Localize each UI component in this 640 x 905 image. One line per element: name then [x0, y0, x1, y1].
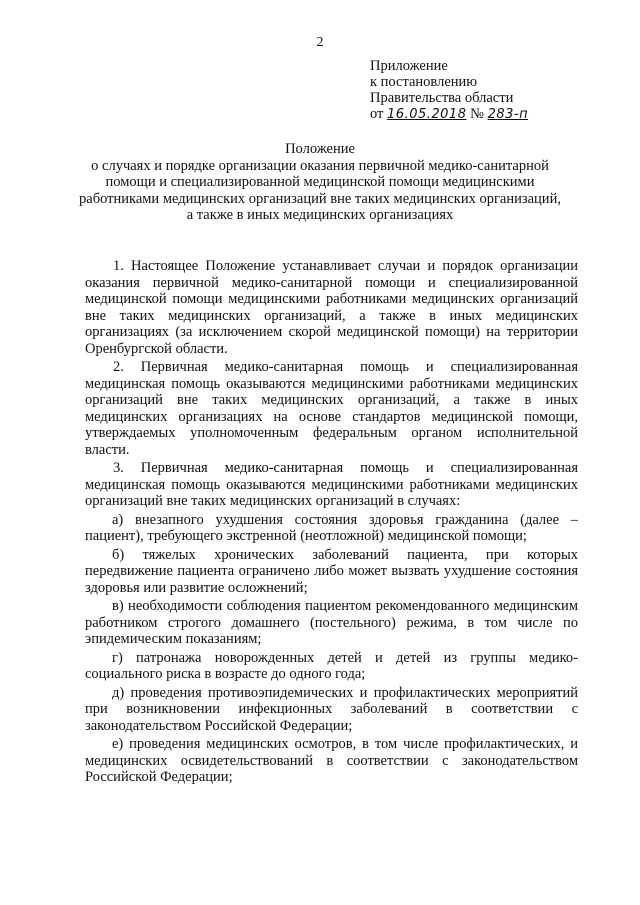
case-item-c: в) необходимости соблюдения пациентом рекомендованного медицинским работником строгого домашнего (постельного) режима, в том числе по эпидемическим показаниям; [85, 598, 578, 647]
case-item-e: д) проведения противоэпидемических и профилактических мероприятий при возникновении инфекционных заболеваний в соответствии с законодательством Российской Федерации; [85, 684, 578, 734]
handwritten-date: 16.05.2018 [387, 107, 467, 122]
appendix-block [370, 58, 620, 123]
case-item-a: а) внезапного ухудшения состояния здоровья гражданина (далее – пациент), требующего экстренной (неотложной) медицинской помощи; [85, 511, 578, 544]
handwritten-number: 283-п [487, 107, 529, 122]
date-prefix: от [370, 106, 384, 122]
appendix-date-line [370, 106, 620, 123]
case-item-b: б) тяжелых хронических заболеваний пациента, при которых передвижение пациента ограничено либо может вызвать ухудшение состояния здоровья или развитие осложнений; [85, 546, 578, 596]
title-line: о случаях и порядке организации оказания первичной медико-санитарной [91, 157, 549, 174]
paragraph-1: 1. Настоящее Положение устанавливает случаи и порядок организации оказания первичной медико-санитарной помощи и специализированной медицинской помощи медицинскими работниками медицинских организаций вне таких медицинских организаций, а также в иных медицинских организациях (за исключением скорой медицинской помощи) на территории Оренбургской области. [85, 258, 578, 357]
document-title [60, 141, 580, 224]
number-prefix: № [470, 106, 484, 122]
paragraph-2: 2. Первичная медико-санитарная помощь и специализированная медицинская помощь оказываются медицинскими работниками медицинских организаций вне таких медицинских организаций, а также в иных медицинских организациях на основе стандартов медицинской помощи, утверждаемых уполномоченным федеральным органом исполнительной власти. [85, 359, 578, 458]
title-line: помощи и специализированной медицинской помощи медицинскими [105, 174, 535, 190]
appendix-line: Приложение [370, 58, 448, 74]
title-heading: Положение [285, 141, 355, 157]
appendix-line: к постановлению [370, 74, 478, 90]
document-body [85, 258, 578, 788]
case-item-d: г) патронажа новорожденных детей и детей из группы медико-социального риска в возрасте до одного года; [85, 649, 578, 682]
title-line: работниками медицинских организаций вне таких медицинских организаций, [79, 190, 561, 207]
appendix-line: Правительства области [370, 90, 514, 106]
case-item-f: е) проведения медицинских осмотров, в том числе профилактических, и медицинских освидетельствований в соответствии с законодательством Российской Федерации; [85, 736, 578, 785]
paragraph-3: 3. Первичная медико-санитарная помощь и специализированная медицинская помощь оказываются медицинскими работниками медицинских организаций вне таких медицинских организаций в случаях: [85, 460, 578, 509]
page-number: 2 [316, 35, 324, 50]
title-line: а также в иных медицинских организациях [186, 207, 454, 223]
